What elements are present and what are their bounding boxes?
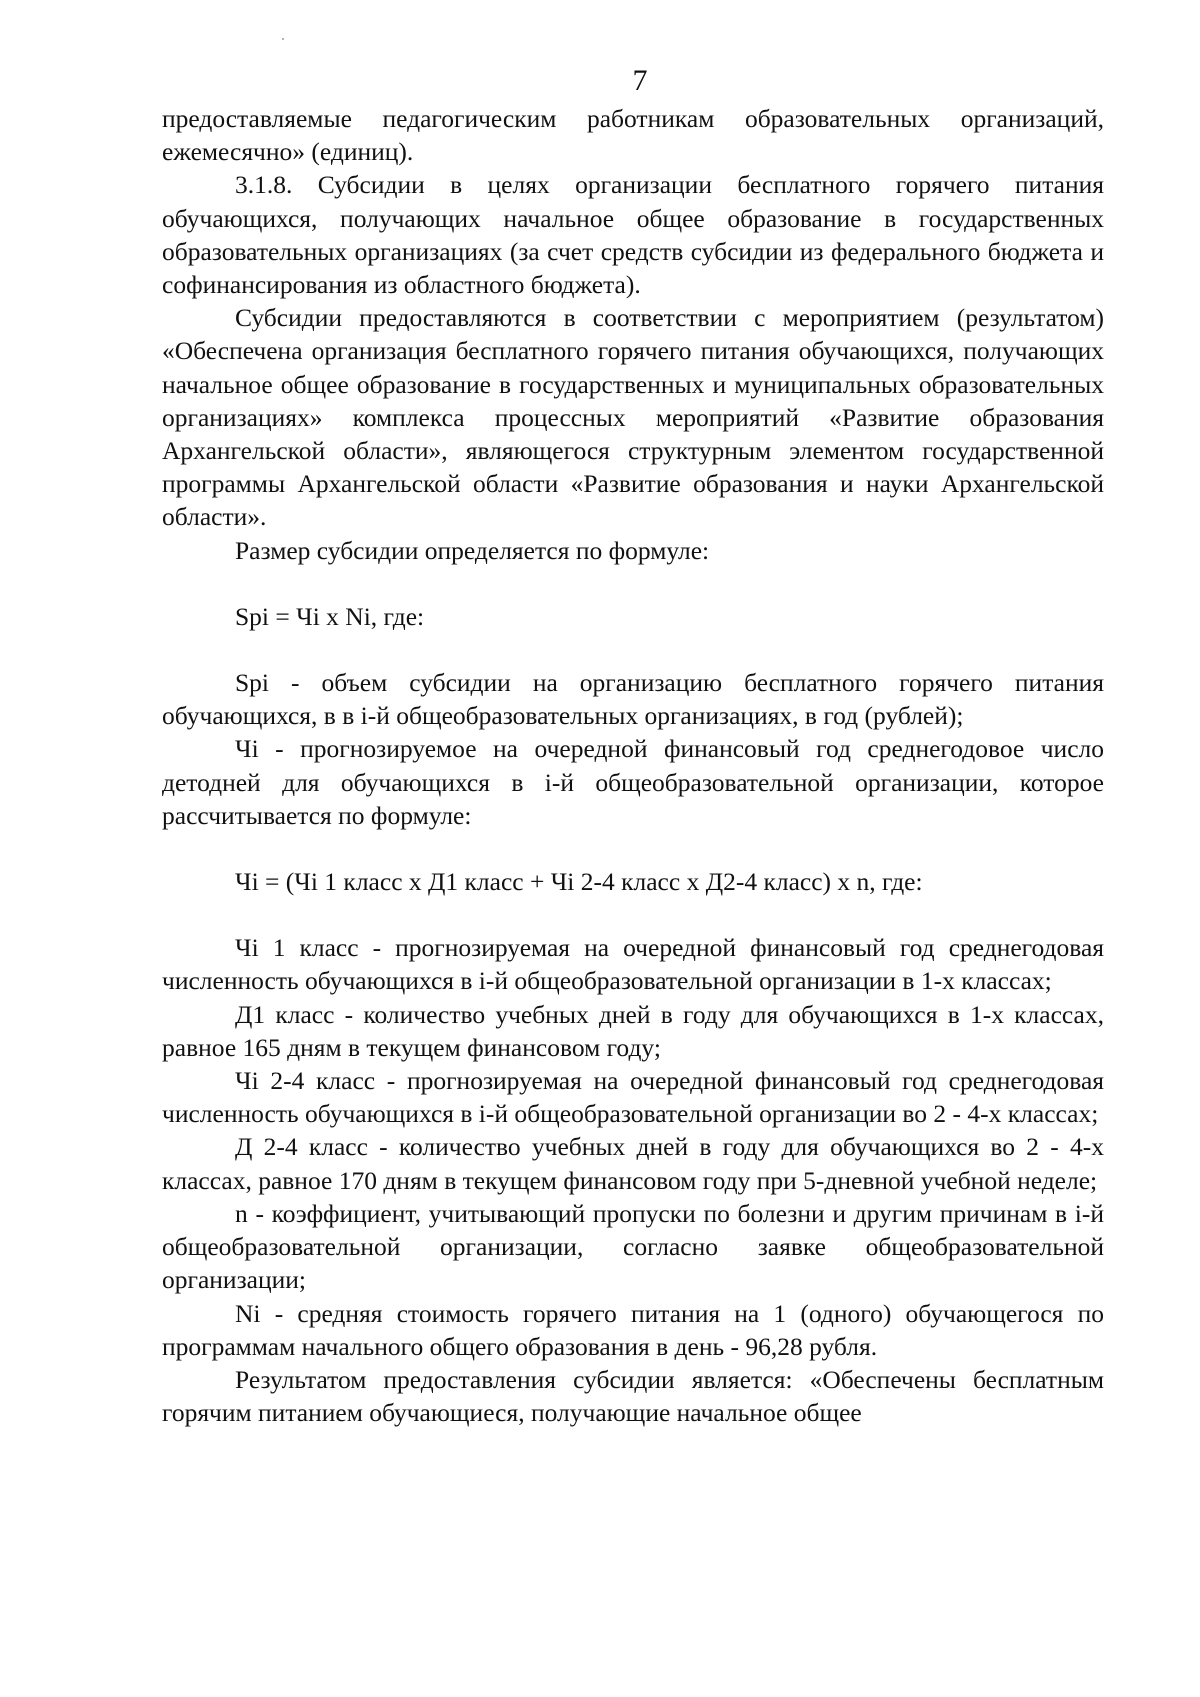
paragraph-result: Результатом предоставления субсидии является: «Обеспечены бесплатным горячим питанием обучающиеся, получающие начальное общее (162, 1364, 1104, 1428)
page-number: 7 (632, 64, 648, 97)
definition-ni: Ni - средняя стоимость горячего питания на 1 (одного) обучающегося по программам начального общего образования в день - 96,28 рубля. (162, 1298, 1104, 1361)
definition-d2-4: Д 2-4 класс - количество учебных дней в году для обучающихся во 2 - 4-х классах, равное 170 дням в текущем финансовом году при 5-дневной учебной неделе; (162, 1132, 1104, 1195)
definition-d1: Д1 класс - количество учебных дней в году для обучающихся в 1-х классах, равное 165 дням в текущем финансовом году; (162, 999, 1104, 1062)
formula-chi: Чi = (Чi 1 класс x Д1 класс + Чi 2-4 класс x Д2-4 класс) x n, где: (235, 867, 923, 897)
definition-chi-grade-2-4: Чi 2-4 класс - прогнозируемая на очередной финансовый год среднегодовая численность обучающихся в i-й общеобразовательной организации во 2 - 4-х классах; (162, 1066, 1104, 1129)
document-body (162, 102, 1104, 1429)
paragraph-continuation: предоставляемые педагогическим работникам образовательных организаций, ежемесячно» (единиц). (162, 104, 1104, 167)
definition-chi: Чi - прогнозируемое на очередной финансовый год среднегодовое число детодней для обучающихся в i-й общеобразовательной организации, которое рассчитывается по формуле: (162, 734, 1104, 830)
paragraph-section-3-1-8: 3.1.8. Субсидии в целях организации бесплатного горячего питания обучающихся, получающих начальное общее образование в государственных образовательных организациях (за счет средств субсидии из федерального бюджета и софинансирования из областного бюджета). (162, 170, 1104, 300)
paragraph-formula-intro: Размер субсидии определяется по формуле: (235, 535, 710, 565)
definition-chi-grade-1: Чi 1 класс - прогнозируемая на очередной финансовый год среднегодовая численность обучающихся в i-й общеобразовательной организации в 1-х классах; (162, 933, 1104, 996)
scan-speck (282, 38, 284, 40)
paragraph-subsidy-basis: Субсидии предоставляются в соответствии с мероприятием (результатом) «Обеспечена организация бесплатного горячего питания обучающихся, получающих начальное общее образование в государственных и муниципальных образовательных организациях» комплекса процессных мероприятий «Развитие образования Архангельской области», являющегося структурным элементом государственной программы Архангельской области «Развитие образования и науки Архангельской области». (162, 303, 1104, 532)
definition-n: n - коэффициент, учитывающий пропуски по болезни и другим причинам в i-й общеобразовательной организации, согласно заявке общеобразовательной организации; (162, 1198, 1104, 1295)
formula-spi: Spi = Чi x Ni, где: (235, 601, 425, 631)
definition-spi: Spi - объем субсидии на организацию бесплатного горячего питания обучающихся, в в i-й общеобразовательных организациях, в год (рублей); (162, 668, 1104, 731)
